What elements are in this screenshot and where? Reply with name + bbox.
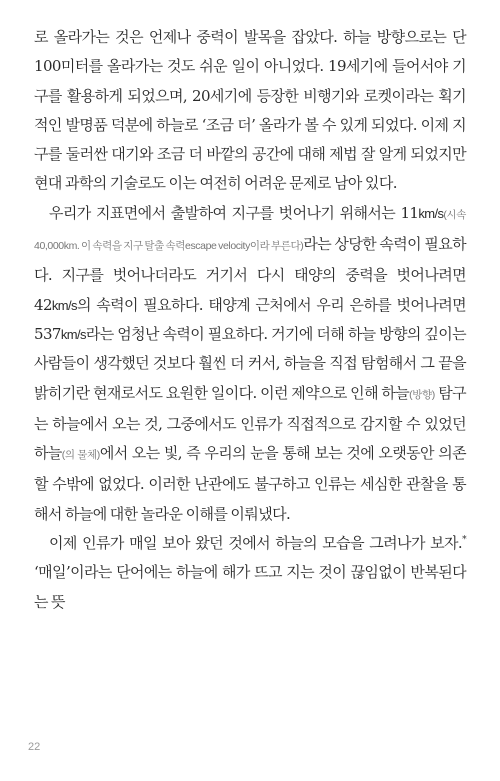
body-text xyxy=(34,23,466,617)
para2-text-4: 라는 엄청난 속력이 필요하다. 거기에 더해 하늘 방향의 깊이는 사람들이 생각했던 것보다 훨씬 더 커서, 하늘을 직접 탐험해서 그 끝을 밝히기란 현재로서도 요원한 일이다. 이런 제약으로 인해 하늘 xyxy=(34,324,466,402)
paragraph-1: 로 올라가는 것은 언제나 중력이 발목을 잡았다. 하늘 방향으로는 단 100미터를 올라가는 것도 쉬운 일이 아니었다. 19세기에 들어서야 기구를 활용하게 되었으며, 20세기에 등장한 비행기와 로켓이라는 획기적인 발명품 덕분에 하늘로 ‘조금 더’ 올라가 볼 수 있게 되었다. 이제 지구를 둘러싼 대기와 조금 더 바깥의 공간에 대해 제법 잘 알게 되었지만 현대 과학의 기술로도 이는 여전히 어려운 문제로 남아 있다. xyxy=(34,28,466,193)
para2-text-1: 우리가 지표면에서 출발하여 지구를 벗어나기 위해서는 11 xyxy=(49,203,419,222)
para2-text-2: 라는 상당한 속력이 필요하다. 지구를 벗어나더라도 거기서 다시 태양의 중력을 벗어나려면 42 xyxy=(34,235,467,314)
escape-velocity-note: (시속 40,000km. 이 속력을 지구 탈출 속력escape velocity이라 부른다) xyxy=(34,208,466,253)
paragraph-2 xyxy=(34,199,466,529)
object-note: (의 물체) xyxy=(61,449,100,462)
footnote-marker: * xyxy=(462,535,466,546)
para3-text-1: 이제 인류가 매일 보아 왔던 것에서 하늘의 모습을 그려나가 보자. xyxy=(49,534,463,553)
para2-text-6: 에서 오는 빛, 즉 우리의 눈을 통해 보는 것에 오랫동안 의존할 수밖에 없었다. 이러한 난관에도 불구하고 인류는 세심한 관찰을 통해서 하늘에 대한 놀라운 이해를 이뤄냈다. xyxy=(34,444,466,523)
direction-note: (방향) xyxy=(409,388,435,401)
unit-kms-1: km/s xyxy=(418,205,444,221)
unit-kms-3: km/s xyxy=(60,326,86,342)
paragraph-3 xyxy=(34,529,466,617)
para2-text-3: 의 속력이 필요하다. 태양계 근처에서 우리 은하를 벗어나려면 537 xyxy=(34,295,466,343)
page-number: 22 xyxy=(28,741,41,753)
unit-kms-2: km/s xyxy=(51,297,77,313)
para3-text-2: ‘매일’이라는 단어에는 하늘에 해가 뜨고 지는 것이 끊임없이 반복된다는 뜻 xyxy=(34,563,466,611)
para2-text-5: 탐구는 하늘에서 오는 것, 그중에서도 인류가 직접적으로 감지할 수 있었던 하늘 xyxy=(34,383,466,463)
